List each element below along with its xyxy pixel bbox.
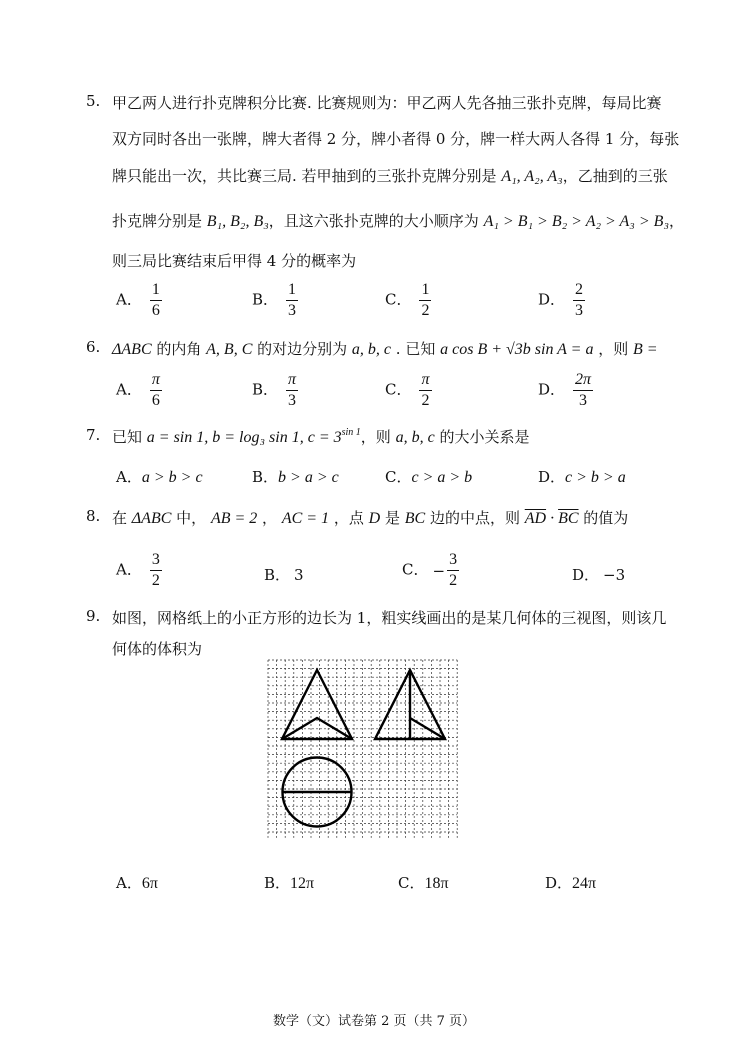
option-a[interactable] (116, 872, 158, 893)
option-label: B． (252, 290, 279, 309)
fraction (419, 280, 431, 321)
math-expression: A₁ > B₁ > B₂ > A₂ > A₃ > B₃ (483, 213, 669, 230)
denominator: 2 (151, 572, 160, 589)
question-text: 双方同时各出一张牌，牌大者得 2 分，牌小者得 0 分，牌一样大两人各得 1 分，每张 (112, 130, 680, 148)
option-d[interactable] (545, 872, 596, 893)
fraction (447, 550, 459, 591)
option-text: a > b > c (141, 469, 203, 486)
fraction (286, 370, 298, 411)
fraction (286, 280, 298, 321)
math-expression: a = sin 1, b = log₃ sin 1, c = 3 (146, 429, 342, 446)
text-part: 已知 (112, 428, 147, 446)
math-expression: A, B, C (206, 341, 253, 358)
option-label: C． (385, 468, 412, 486)
text-part: 的对边分别为 (252, 340, 352, 358)
option-d[interactable] (538, 370, 593, 411)
text-part: 的大小关系是 (434, 428, 530, 446)
option-d[interactable] (572, 564, 625, 585)
three-view-figure (266, 658, 460, 844)
math-expression: AC = 1 (281, 510, 330, 527)
fraction (150, 550, 162, 591)
minus-sign: − (432, 561, 446, 580)
option-a[interactable] (116, 280, 162, 321)
option-a[interactable] (116, 550, 162, 591)
numerator: 1 (150, 280, 162, 301)
option-b[interactable] (264, 564, 304, 585)
text-part: 中， (171, 509, 211, 527)
option-text: 12π (290, 875, 315, 892)
question-text: 如图，网格纸上的小正方形的边长为 1，粗实线画出的是某几何体的三视图，则该几 (112, 609, 667, 627)
option-label: A． (116, 468, 142, 486)
option-c[interactable] (385, 280, 431, 321)
option-label: C． (385, 290, 412, 309)
fraction (573, 280, 585, 321)
top-view-circle (283, 758, 352, 827)
denominator: 2 (421, 392, 430, 409)
option-d[interactable] (538, 280, 585, 321)
question-text (112, 507, 628, 528)
numerator: 1 (419, 280, 431, 301)
question-text (112, 426, 529, 447)
text-part: 扑克牌分别是 (112, 212, 207, 230)
math-expression: a, b, c (351, 341, 392, 358)
option-d[interactable] (538, 466, 626, 487)
denominator: 3 (288, 392, 297, 409)
option-label: C． (402, 560, 429, 579)
option-b[interactable] (252, 466, 339, 487)
text-part: ， (669, 212, 685, 230)
denominator: 2 (449, 572, 458, 589)
option-label: B． (252, 468, 279, 486)
option-c[interactable] (385, 370, 432, 411)
numerator: 3 (447, 550, 459, 571)
text-part: 牌只能出一次，共比赛三局. 若甲抽到的三张扑克牌分别是 (112, 167, 502, 185)
option-label: D． (538, 468, 566, 486)
exponent: sin 1 (341, 427, 361, 438)
option-b[interactable] (264, 872, 314, 893)
option-label: C． (398, 874, 425, 892)
fraction (150, 280, 162, 321)
numerator: 2 (573, 280, 585, 301)
denominator: 2 (421, 302, 430, 319)
option-label: A． (116, 560, 142, 579)
text-part: ，乙抽到的三张 (562, 167, 668, 185)
text-part: 的值为 (578, 509, 629, 527)
option-c[interactable] (398, 872, 449, 893)
math-expression: a cos B + √3b sin A = a (440, 341, 594, 358)
math-expression: B₁, B₂, B₃ (206, 213, 269, 230)
text-part: . 已知 (391, 340, 441, 358)
numerator: π (419, 370, 431, 391)
option-label: C． (385, 380, 412, 399)
option-label: D． (538, 380, 566, 399)
denominator: 3 (579, 392, 588, 409)
math-expression: ΔABC (131, 510, 172, 527)
option-a[interactable] (116, 370, 162, 411)
text-part: ，点 (329, 509, 369, 527)
text-part: 边的中点，则 (425, 509, 525, 527)
option-c[interactable] (402, 550, 459, 591)
option-b[interactable] (252, 370, 298, 411)
question-number: 6. (86, 338, 101, 356)
question-text: 则三局比赛结束后甲得 4 分的概率为 (112, 252, 357, 270)
text-part: ，则 (593, 340, 633, 358)
denominator: 3 (288, 302, 297, 319)
denominator: 6 (151, 392, 160, 409)
fraction (419, 370, 431, 411)
question-text (112, 165, 668, 186)
math-expression: AB = 2 (210, 510, 258, 527)
math-expression: B = (633, 341, 658, 358)
numerator: 3 (150, 550, 162, 571)
option-text: 24π (572, 875, 597, 892)
math-expression: · (546, 510, 559, 527)
math-expression: a, b, c (395, 429, 435, 446)
denominator: 6 (151, 302, 160, 319)
option-label: B． (252, 380, 279, 399)
question-text: 何体的体积为 (112, 640, 203, 658)
option-text: c > b > a (565, 469, 626, 486)
question-number: 9. (86, 607, 101, 625)
text-part: ， (257, 509, 282, 527)
page-footer: 数学（文）试卷第 2 页（共 7 页） (272, 1014, 476, 1029)
option-label: D． (572, 566, 600, 584)
text-part: ，且这六张扑克牌的大小顺序为 (268, 212, 484, 230)
option-text: 3 (294, 566, 304, 584)
question-text (112, 338, 658, 359)
grid (268, 660, 457, 838)
option-label: B． (264, 874, 291, 892)
option-text: −3 (603, 566, 626, 584)
option-label: D． (538, 290, 566, 309)
fraction (150, 370, 162, 411)
option-label: A． (116, 290, 142, 309)
option-label: B． (264, 566, 291, 584)
text-part: 的内角 (151, 340, 207, 358)
option-c[interactable] (385, 466, 472, 487)
text-part: ，则 (360, 428, 396, 446)
option-b[interactable] (252, 280, 298, 321)
option-label: A． (116, 874, 142, 892)
option-label: A． (116, 380, 142, 399)
option-text: 18π (424, 875, 449, 892)
question-number: 5. (86, 92, 101, 110)
denominator: 3 (575, 302, 584, 319)
question-number: 8. (86, 507, 101, 525)
math-expression: BC (404, 510, 426, 527)
numerator: π (150, 370, 162, 391)
question-number: 7. (86, 426, 101, 444)
option-text: c > a > b (411, 469, 473, 486)
text-part: 在 (112, 509, 132, 527)
vector-bc: $\overline{BC}$ (558, 510, 579, 527)
option-text: 6π (141, 875, 158, 892)
vector-ad: $\overline{AD}$ (524, 510, 547, 527)
numerator: 1 (286, 280, 298, 301)
math-expression: D (368, 510, 381, 527)
option-a[interactable] (116, 466, 203, 487)
option-text: b > a > c (278, 469, 339, 486)
option-label: D． (545, 874, 573, 892)
question-text (112, 210, 684, 231)
numerator: 2π (573, 370, 593, 391)
math-expression: A₁, A₂, A₃ (501, 168, 563, 185)
math-expression: ΔABC (112, 341, 152, 358)
text-part: 是 (380, 509, 405, 527)
question-text: 甲乙两人进行扑克牌积分比赛. 比赛规则为：甲乙两人先各抽三张扑克牌，每局比赛 (112, 94, 662, 112)
numerator: π (286, 370, 298, 391)
fraction (573, 370, 593, 411)
